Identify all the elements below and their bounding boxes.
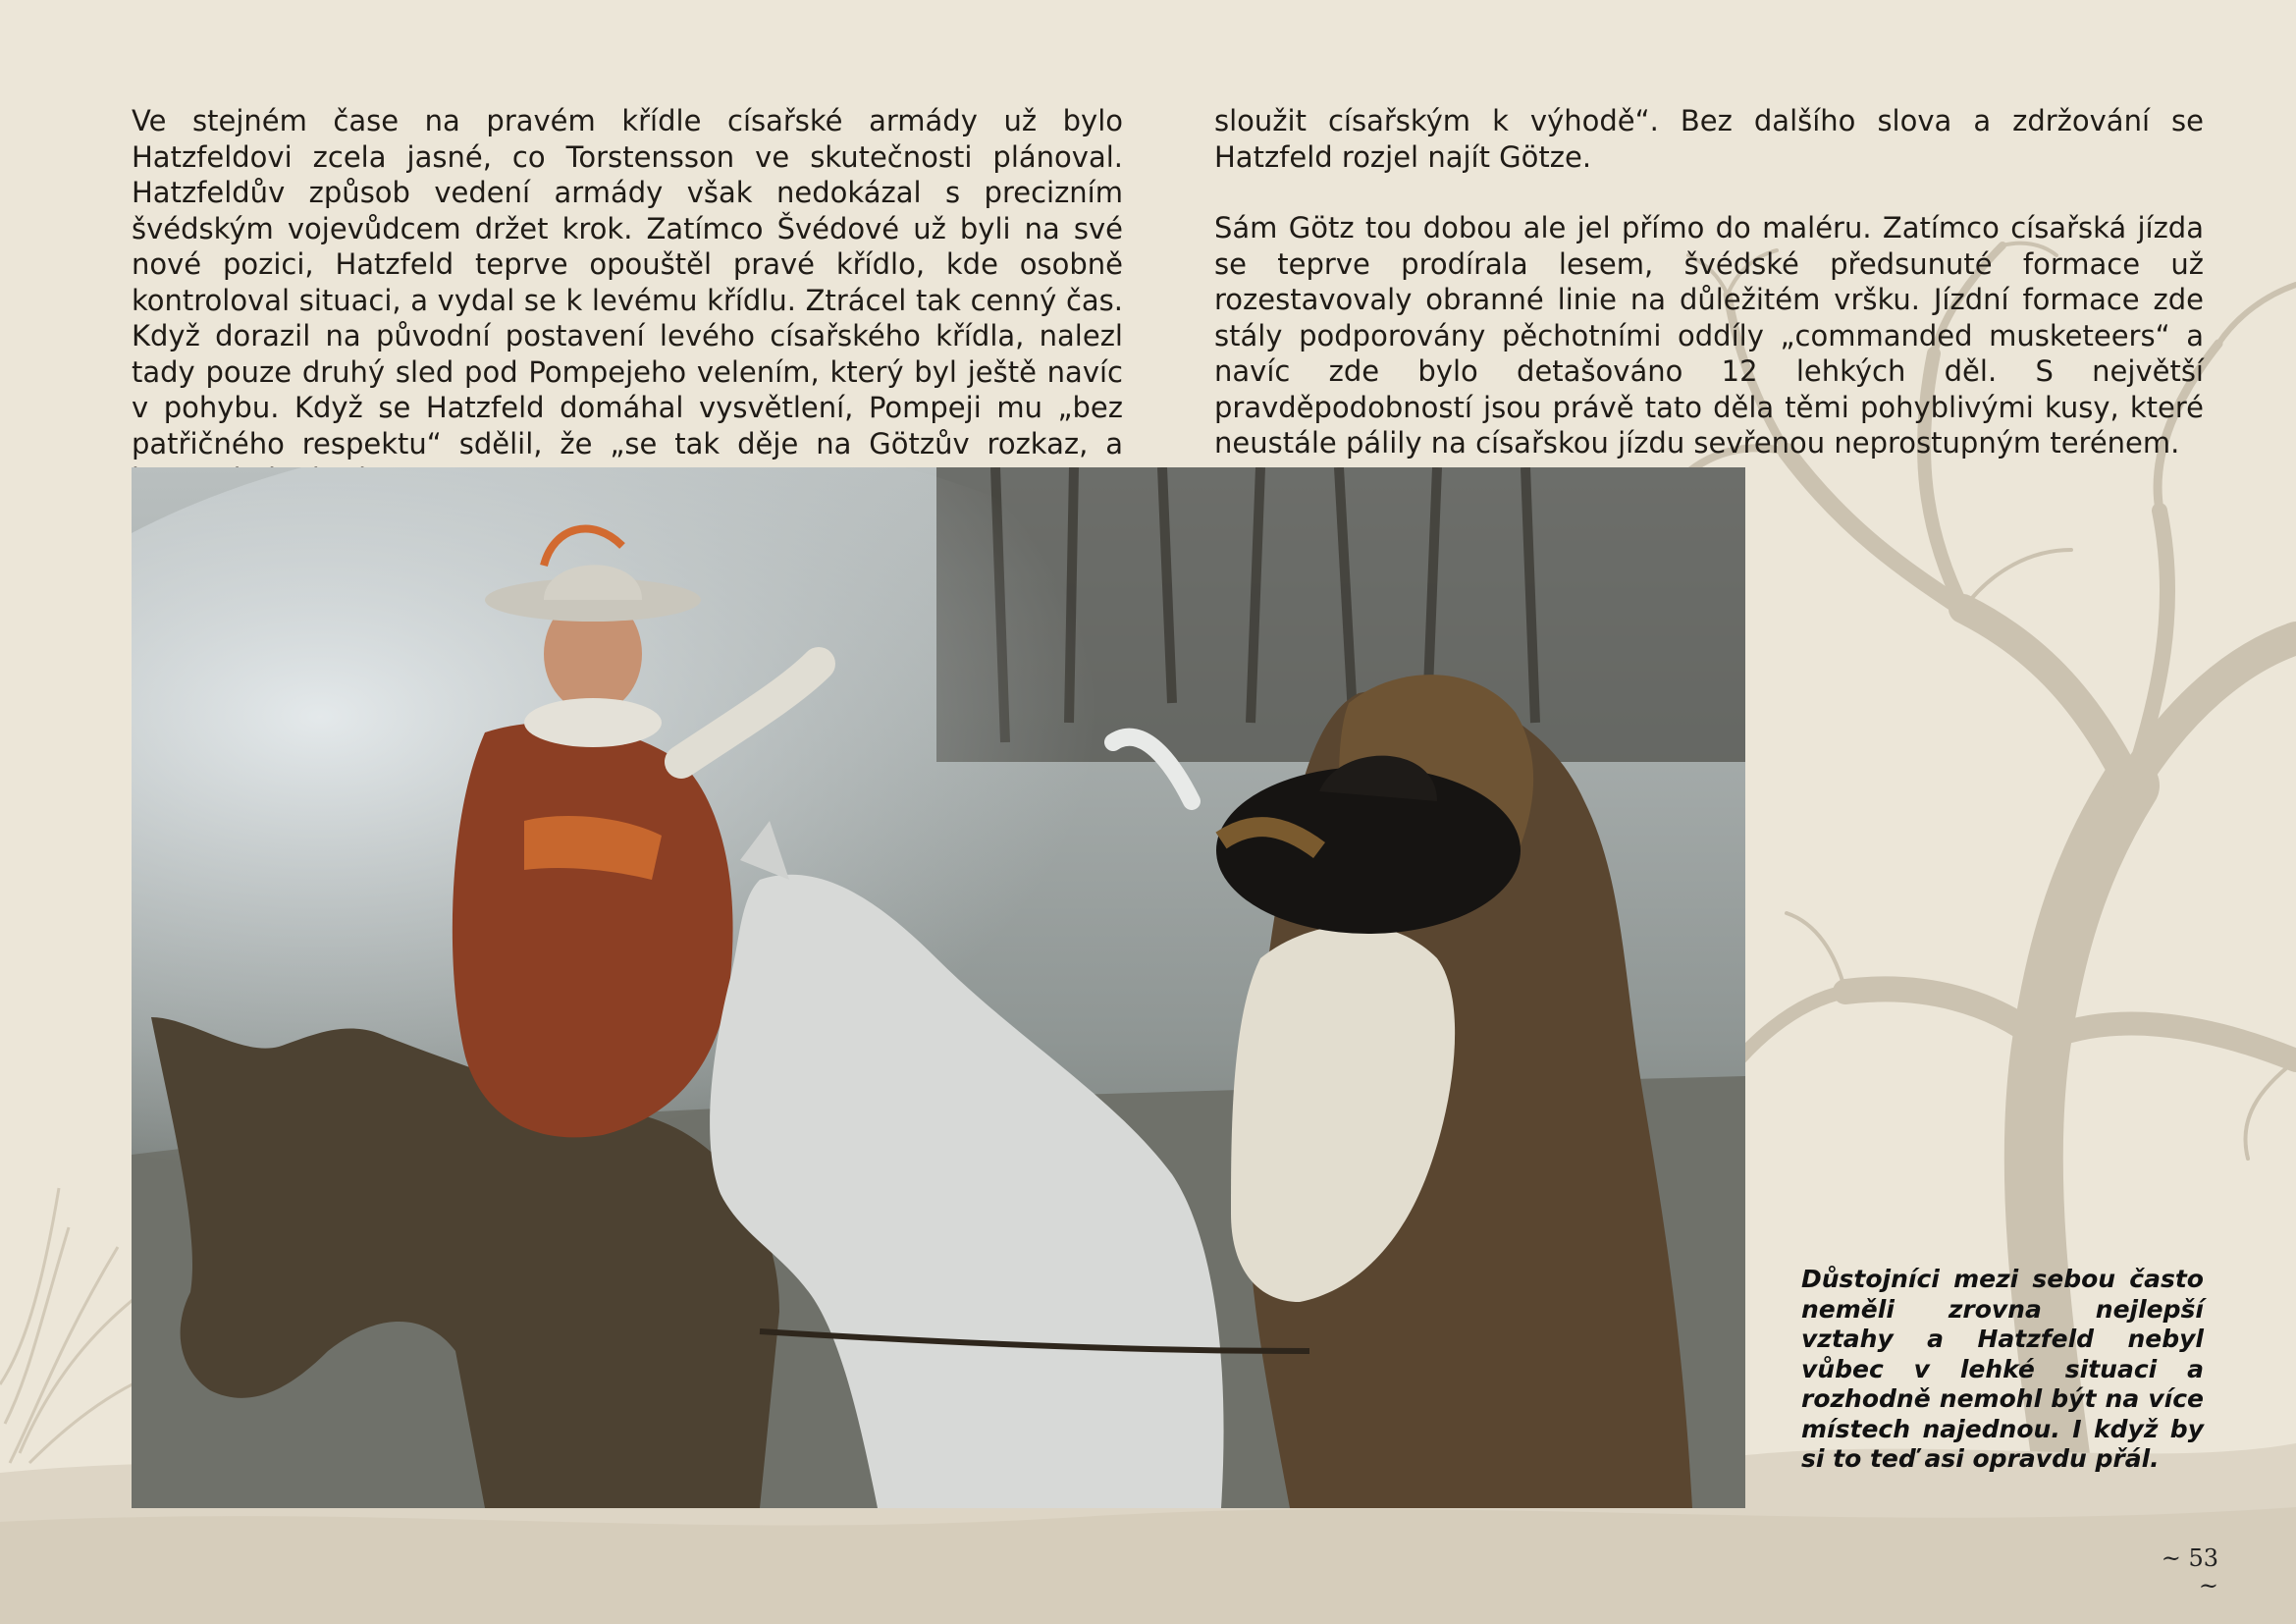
- page-number: ~ 53 ~: [2161, 1544, 2218, 1599]
- photo-illustration: [132, 467, 1745, 1508]
- body-paragraph: Sám Götz tou dobou ale jel přímo do maléru. Zatímco císařská jízda se teprve prodírala lesem, švédské předsunuté formace už rozestavovaly obranné linie na důležitém vršku. Jízdní formace zde stály podporovány pěchotními oddíly „commanded musketeers“ a navíc zde bylo detašováno 12 lehkých děl. S největší pravděpodobností jsou právě tato děla těmi pohyblivými kusy, které neustále pálily na císařskou jízdu sevřenou neprostupným terénem.: [1214, 211, 2204, 460]
- photo-caption: Důstojníci mezi sebou často neměli zrovna nejlepší vztahy a Hatzfeld nebyl vůbec v lehké situaci a rozhodně nemohl být na více místech najednou. I když by si to teď asi opravdu přál.: [1801, 1265, 2204, 1473]
- text-column-right: [1214, 103, 2204, 461]
- body-paragraph: Ve stejném čase na pravém křídle císařské armády už bylo Hatzfeldovi zcela jasné, co Torstensson ve skutečnosti plánoval. Hatzfeldův způsob vedení armády však nedokázal s precizním švédským vojevůdcem držet krok. Zatímco Švédové už byli na své nové pozici, Hatzfeld teprve opouštěl pravé křídlo, kde osobně kontroloval situaci, a vydal se k levému křídlu. Ztrácel tak cenný čas. Když dorazil na původní postavení levého císařského křídla, nalezl tady pouze druhý sled pod Pompejeho velením, který byl ještě navíc v pohybu. Když se Hatzfeld domáhal vysvětlení, Pompeji mu „bez patřičného respektu“ sdělil, že „se tak děje na Götzův rozkaz, a: [132, 104, 1123, 460]
- photo-two-riders: [132, 467, 1745, 1508]
- body-paragraph: sloužit císařským k výhodě“. Bez dalšího slova a zdržování se Hatzfeld rozjel najít Götze.: [1214, 104, 2204, 174]
- text-column-left: [132, 103, 1123, 498]
